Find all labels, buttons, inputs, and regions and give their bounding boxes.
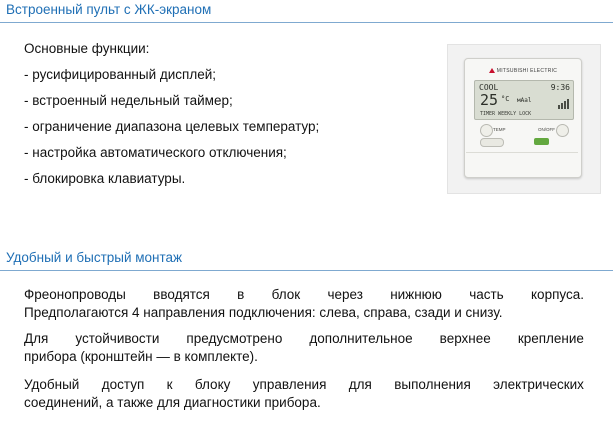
feature-item: - ограничение диапазона целевых температур; bbox=[24, 119, 320, 134]
paragraph-line bbox=[24, 376, 584, 394]
word: предусмотрено bbox=[186, 331, 283, 346]
onoff-button-label: ON/OFF bbox=[538, 127, 555, 132]
paragraph-line bbox=[24, 330, 584, 348]
diamond-icon bbox=[489, 68, 495, 73]
feature-item: - блокировка клавиатуры. bbox=[24, 171, 186, 186]
paragraph-access bbox=[24, 376, 584, 412]
word: дополнительное bbox=[309, 331, 413, 346]
word: к bbox=[166, 377, 173, 392]
word: блоку bbox=[194, 377, 231, 392]
lcd-clock: 9:36 bbox=[550, 83, 570, 92]
mode-button[interactable] bbox=[534, 138, 549, 145]
word: корпуса. bbox=[531, 287, 584, 302]
word: устойчивости bbox=[75, 331, 160, 346]
paragraph-line bbox=[24, 286, 584, 304]
word: часть bbox=[469, 287, 504, 302]
mitsubishi-logo bbox=[478, 68, 568, 77]
lcd-set-temperature: 25 bbox=[480, 91, 499, 109]
word: для bbox=[348, 377, 372, 392]
word: верхнее bbox=[439, 331, 491, 346]
feature-item: - настройка автоматического отключения; bbox=[24, 145, 287, 160]
section-divider-2 bbox=[0, 270, 613, 271]
word: крепление bbox=[517, 331, 584, 346]
lcd-display bbox=[474, 80, 574, 120]
menu-button[interactable] bbox=[480, 138, 504, 147]
word: Удобный bbox=[24, 377, 80, 392]
word: управления bbox=[252, 377, 327, 392]
lcd-fan-bars-icon bbox=[558, 97, 569, 109]
word: вводятся bbox=[153, 287, 210, 302]
word: доступ bbox=[101, 377, 145, 392]
word: в bbox=[237, 287, 245, 302]
section-divider-1 bbox=[0, 22, 613, 23]
feature-item: - русифицированный дисплей; bbox=[24, 67, 217, 82]
paragraph-piping bbox=[24, 286, 584, 322]
word: через bbox=[327, 287, 363, 302]
paragraph-line: соединений, а также для диагностики прибора. bbox=[24, 395, 321, 410]
paragraph-line: Предполагаются 4 направления подключения: слева, справа, сзади и снизу. bbox=[24, 305, 503, 320]
lcd-hint-text: мАаl bbox=[517, 97, 532, 104]
paragraph-bracket bbox=[24, 330, 584, 366]
word: Фреонопроводы bbox=[24, 287, 126, 302]
temp-button-label: TEMP bbox=[493, 127, 506, 132]
word: электрических bbox=[493, 377, 584, 392]
lcd-temperature-unit: °C bbox=[501, 95, 510, 103]
word: выполнения bbox=[394, 377, 471, 392]
onoff-button[interactable] bbox=[556, 124, 569, 137]
word: блок bbox=[271, 287, 301, 302]
section-title-easy-mounting: Удобный и быстрый монтаж bbox=[6, 250, 183, 265]
feature-list bbox=[24, 36, 444, 192]
paragraph-line: прибора (кронштейн — в комплекте). bbox=[24, 349, 258, 364]
brand-text: MITSUBISHI ELECTRIC bbox=[496, 68, 558, 74]
feature-list-intro: Основные функции: bbox=[24, 41, 150, 56]
temp-button[interactable] bbox=[480, 124, 493, 137]
section-title-remote-controller: Встроенный пульт с ЖК-экраном bbox=[6, 2, 212, 17]
lcd-status-line: TIMER WEEKLY LOCK bbox=[480, 111, 532, 117]
feature-item: - встроенный недельный таймер; bbox=[24, 93, 233, 108]
word: нижнюю bbox=[390, 287, 442, 302]
controller-seam bbox=[466, 152, 578, 153]
word: Для bbox=[24, 331, 49, 346]
lcd-mode: COOL bbox=[479, 83, 499, 92]
